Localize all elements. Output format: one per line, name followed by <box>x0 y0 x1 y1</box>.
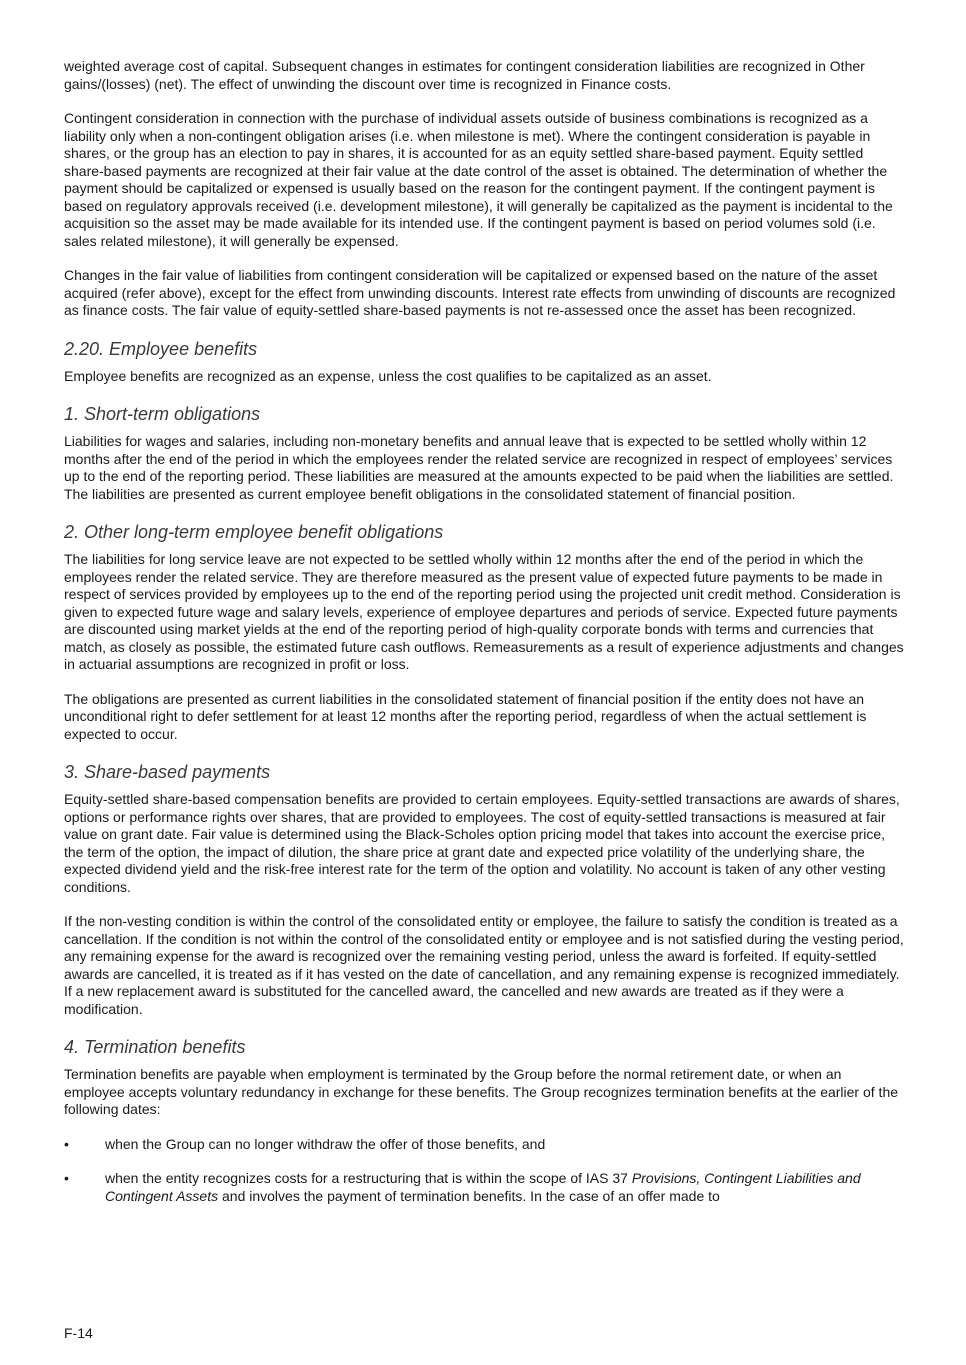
heading-termination-benefits: 4. Termination benefits <box>64 1037 246 1057</box>
document-page <box>64 58 906 1205</box>
bullet-text-pre: when the entity recognizes costs for a restructuring that is within the scope of IAS 37 <box>105 1170 632 1186</box>
heading-long-term-benefits: 2. Other long-term employee benefit obligations <box>64 522 444 542</box>
paragraph-employee-benefits-intro: Employee benefits are recognized as an expense, unless the cost qualifies to be capitalized as an asset. <box>64 367 712 384</box>
paragraph-short-term-obligations: Liabilities for wages and salaries, including non-monetary benefits and annual leave that is expected to be settled wholly within 12 months after the end of the period in which the employees render the related service are recognized in respect of employees’ services up to the end of the reporting period. These liabilities are measured at the amounts expected to be paid when the liabilities are settled. The liabilities are presented as current employee benefit obligations in the consolidated statement of financial position. <box>64 433 894 502</box>
heading-share-based-payments: 3. Share-based payments <box>64 762 271 782</box>
termination-bullet-list <box>64 1136 906 1206</box>
paragraph-fair-value-changes: Changes in the fair value of liabilities from contingent consideration will be capitalized or expensed based on the nature of the asset acquired (refer above), except for the effect from unwinding discounts. Interest rate effects from unwinding of discounts are recognized as finance costs. The fair value of equity-settled share-based payments is not re-assessed once the asset has been recognized. <box>64 267 896 318</box>
bullet-text-post: and involves the payment of termination benefits. In the case of an offer made to <box>218 1187 720 1204</box>
list-item <box>64 1170 906 1205</box>
bullet-icon: • <box>64 1135 69 1152</box>
heading-short-term-obligations: 1. Short-term obligations <box>64 404 261 424</box>
bullet-icon: • <box>64 1170 69 1186</box>
heading-employee-benefits: 2.20. Employee benefits <box>64 338 258 359</box>
bullet-text-standard-title: Provisions, Contingent Liabilities and Contingent Assets <box>105 1170 861 1204</box>
paragraph-share-based-payments-2: If the non-vesting condition is within the control of the consolidated entity or employee, the failure to satisfy the condition is treated as a cancellation. If the condition is not within the control of the consolidated entity or employee and is not satisfied during the vesting period, any remaining expense for the award is recognized over the remaining vesting period, unless the award is forfeited. If equity-settled awards are cancelled, it is treated as if it has vested on the date of cancellation, and any remaining expense is recognized immediately. If a new replacement award is substituted for the cancelled award, the cancelled and new awards are treated as if they were a modification. <box>64 913 904 1017</box>
paragraph-contingent-consideration-continued: weighted average cost of capital. Subsequent changes in estimates for contingent consideration liabilities are recognized in Other gains/(losses) (net). The effect of unwinding the discount over time is recognized in Finance costs. <box>64 58 865 92</box>
paragraph-share-based-payments-1: Equity-settled share-based compensation benefits are provided to certain employees. Equity-settled transactions are awards of shares, options or performance rights over shares, that are provided to employees. The cost of equity-settled transactions is measured at fair value on grant date. Fair value is determined using the Black-Scholes option pricing model that takes into account the exercise price, the term of the option, the impact of dilution, the share price at grant date and expected price volatility of the underlying share, the expected dividend yield and the risk-free interest rate for the term of the option and volatility. No account is taken of any other vesting conditions. <box>64 791 900 895</box>
paragraph-long-term-benefits-2: The obligations are presented as current liabilities in the consolidated statement of financial position if the entity does not have an unconditional right to defer settlement for at least 12 months after the reporting period, regardless of when the actual settlement is expected to occur. <box>64 690 867 742</box>
page-number: F-14 <box>64 1325 93 1341</box>
bullet-text: when the Group can no longer withdraw the offer of those benefits, and <box>105 1135 546 1152</box>
paragraph-long-term-benefits-1: The liabilities for long service leave are not expected to be settled wholly within 12 months after the end of the period in which the employees render the related service. They are therefore measured as the present value of expected future payments to be made in respect of services provided by employees up to the end of the reporting period using the projected unit credit method. Consideration is given to expected future wage and salary levels, experience of employee departures and periods of service. Expected future payments are discounted using market yields at the end of the reporting period of high-quality corporate bonds with terms and currencies that match, as closely as possible, the estimated future cash outflows. Remeasurements as a result of experience adjustments and changes in actuarial assumptions are recognized in profit or loss. <box>64 551 904 672</box>
paragraph-termination-benefits: Termination benefits are payable when employment is terminated by the Group before the normal retirement date, or when an employee accepts voluntary redundancy in exchange for these benefits. The Group recognizes termination benefits at the earlier of the following dates: <box>64 1066 899 1117</box>
paragraph-contingent-consideration-individual-assets: Contingent consideration in connection with the purchase of individual assets outside of business combinations is recognized as a liability only when a non-contingent obligation arises (i.e. when milestone is met). Where the contingent consideration is payable in shares, or the group has an election to pay in shares, it is accounted for as an equity settled share-based payment. Equity settled share-based payments are recognized at their fair value at the date control of the asset is obtained. The determination of whether the payment should be capitalized or expensed is usually based on the reason for the contingent payment. If the contingent payment is based on regulatory approvals received (i.e. development milestone), it will generally be capitalized as the payment is incidental to the acquisition so the asset may be made available for its intended use. If the contingent payment is based on period volumes sold (i.e. sales related milestone), it will generally be expensed. <box>64 110 893 249</box>
list-item <box>64 1136 906 1154</box>
